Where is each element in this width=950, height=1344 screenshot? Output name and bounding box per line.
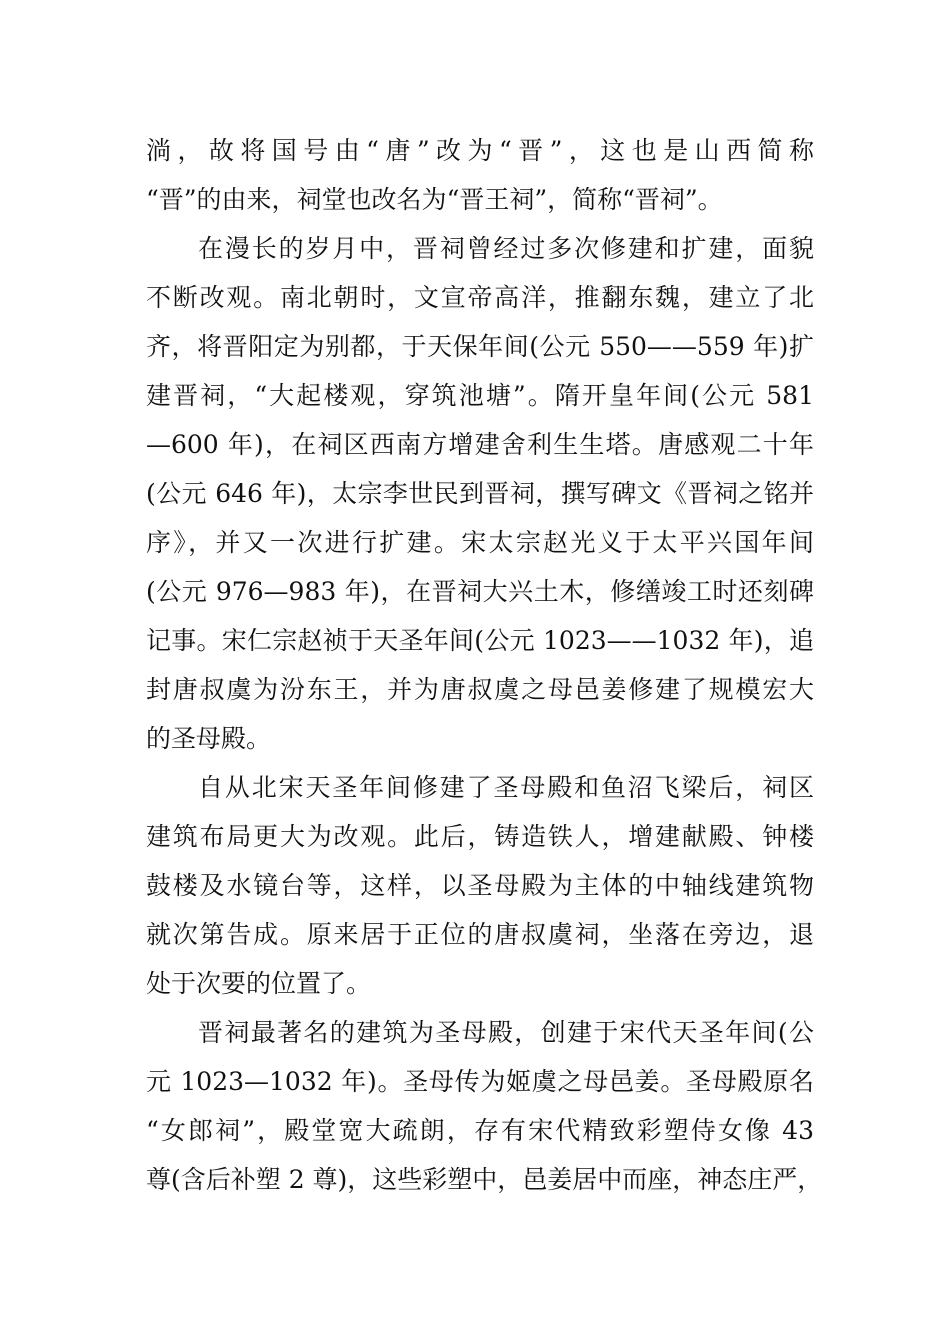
text-line: 鼓楼及水镜台等，这样，以圣母殿为主体的中轴线建筑物	[146, 871, 814, 900]
text-line: 建筑布局更大为改观。此后，铸造铁人，增建献殿、钟楼	[146, 822, 814, 851]
text-line: 元 1023—1032 年)。圣母传为姬虞之母邑姜。圣母殿原名	[146, 1067, 814, 1096]
text-line: 建晋祠，“大起楼观，穿筑池塘”。隋开皇年间(公元 581	[146, 381, 814, 410]
text-line: 封唐叔虞为汾东王，并为唐叔虞之母邑姜修建了规模宏大	[146, 675, 814, 704]
text-line: 处于次要的位置了。	[146, 969, 372, 998]
text-line: 尊(含后补塑 2 尊)，这些彩塑中，邑姜居中而座，神态庄严，	[146, 1165, 823, 1194]
text-line: (公元 976—983 年)，在晋祠大兴土木，修缮竣工时还刻碑	[146, 577, 814, 606]
text-line: 的圣母殿。	[146, 724, 272, 753]
text-line: “晋”的由来，祠堂也改名为“晋王祠”，简称“晋祠”。	[146, 185, 723, 214]
text-line: 淌，故将国号由“唐”改为“晋”，这也是山西简称	[146, 136, 814, 165]
text-line: (公元 646 年)，太宗李世民到晋祠，撰写碑文《晋祠之铭并	[146, 479, 814, 508]
text-line: “女郎祠”，殿堂宽大疏朗，存有宋代精致彩塑侍女像 43	[146, 1116, 814, 1145]
paragraph-start-line: 自从北宋天圣年间修建了圣母殿和鱼沼飞梁后，祠区	[198, 773, 814, 802]
text-line: 不断改观。南北朝时，文宣帝高洋，推翻东魏，建立了北	[146, 283, 814, 312]
text-line: —600 年)，在祠区西南方增建舍利生生塔。唐感观二十年	[146, 430, 814, 459]
text-line: 就次第告成。原来居于正位的唐叔虞祠，坐落在旁边，退	[146, 920, 814, 949]
paragraph-start-line: 晋祠最著名的建筑为圣母殿，创建于宋代天圣年间(公	[198, 1018, 814, 1047]
text-line: 记事。宋仁宗赵祯于天圣年间(公元 1023——1032 年)，追	[146, 626, 814, 655]
text-line: 齐，将晋阳定为别都，于天保年间(公元 550——559 年)扩	[146, 332, 814, 361]
paragraph-start-line: 在漫长的岁月中，晋祠曾经过多次修建和扩建，面貌	[198, 234, 814, 263]
text-line: 序》，并又一次进行扩建。宋太宗赵光义于太平兴国年间	[146, 528, 814, 557]
